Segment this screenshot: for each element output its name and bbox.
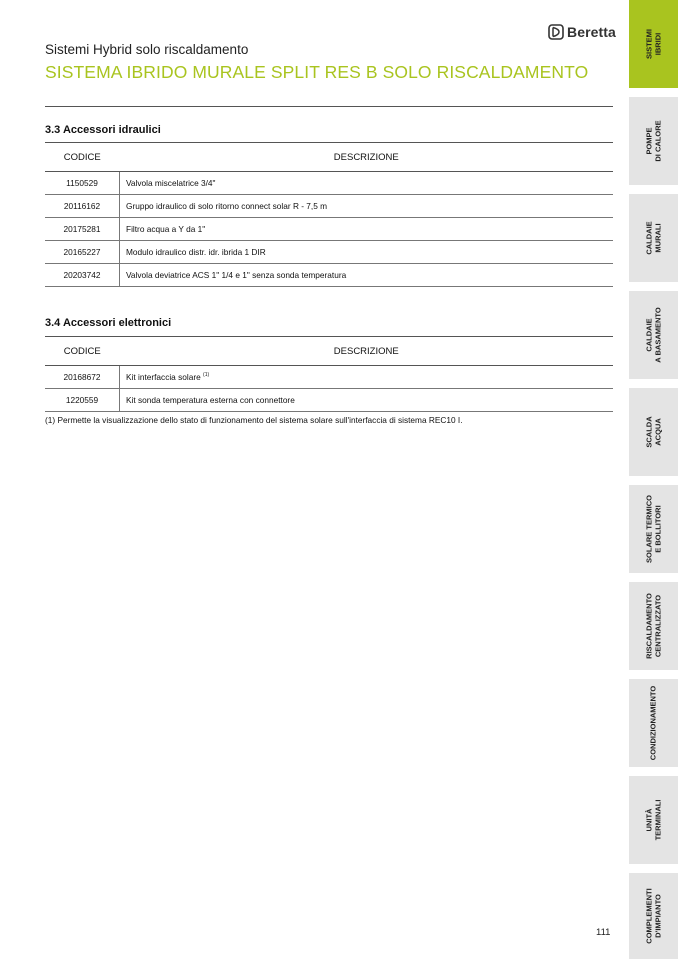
cell-code: 20203742 [45,264,120,287]
table-row [45,172,613,195]
cell-code: 1150529 [45,172,120,195]
tab-complementi-impianto[interactable] [629,873,678,959]
tab-label: SCALDA ACQUA [643,416,662,448]
col-header-description: DESCRIZIONE [120,337,614,366]
footnote: (1) Permette la visualizzazione dello stato di funzionamento del sistema solare sull'interfaccia di sistema REC10 I. [45,415,463,425]
cell-description [120,366,614,389]
table-header-row [45,143,613,172]
tab-scalda-acqua[interactable] [629,388,678,476]
brand-name: Beretta [567,24,616,40]
tab-label: CONDIZIONAMENTO [648,685,658,761]
tab-sistemi-ibridi[interactable] [629,0,678,88]
description-text: Kit interfaccia solare [126,372,201,382]
tab-label: SISTEMI IBRIDI [643,28,662,60]
cell-code: 1220559 [45,389,120,412]
tab-label: RISCALDAMENTO CENTRALIZZATO [643,593,662,659]
beretta-emblem-icon [548,24,564,40]
category-sidebar [629,0,678,959]
col-header-description: DESCRIZIONE [120,143,614,172]
table-accessori-idraulici [45,142,613,287]
page-subtitle: Sistemi Hybrid solo riscaldamento [45,42,249,57]
cell-description: Filtro acqua a Y da 1" [120,218,614,241]
tab-caldaie-murali[interactable] [629,194,678,282]
table-row [45,264,613,287]
cell-description: Modulo idraulico distr. idr. ibrida 1 DIR [120,241,614,264]
cell-code: 20165227 [45,241,120,264]
table-header-row [45,337,613,366]
section-heading: 3.3 Accessori idraulici [45,124,161,136]
cell-code: 20116162 [45,195,120,218]
tab-riscaldamento-centralizzato[interactable] [629,582,678,670]
page-number: 111 [596,927,611,938]
table-row [45,195,613,218]
table-row [45,366,613,389]
tab-label: POMPE DI CALORE [643,120,662,162]
table-row [45,218,613,241]
tab-label: UNITÀ TERMINALI [643,799,662,841]
brand-logo [548,24,616,40]
col-header-code: CODICE [45,143,120,172]
cell-description: Valvola deviatrice ACS 1" 1/4 e 1" senza sonda temperatura [120,264,614,287]
cell-description: Gruppo idraulico di solo ritorno connect solar R - 7,5 m [120,195,614,218]
section-accessori-idraulici [45,124,613,287]
table-accessori-elettronici [45,336,613,412]
table-row [45,241,613,264]
section-accessori-elettronici [45,317,613,412]
tab-label: SOLARE TERMICO E BOLLITORI [643,495,662,563]
tab-label: COMPLEMENTI D'IMPIANTO [643,888,662,944]
tab-unita-terminali[interactable] [629,776,678,864]
tab-pompe-di-calore[interactable] [629,97,678,185]
footnote-ref: (1) [203,372,210,379]
cell-code: 20168672 [45,366,120,389]
tab-label: CALDAIE MURALI [643,221,662,255]
tab-solare-termico[interactable] [629,485,678,573]
cell-description: Kit sonda temperatura esterna con connettore [120,389,614,412]
cell-code: 20175281 [45,218,120,241]
header-divider [45,106,613,107]
cell-description: Valvola miscelatrice 3/4" [120,172,614,195]
tab-label: CALDAIE A BASAMENTO [643,307,662,363]
page-title: SISTEMA IBRIDO MURALE SPLIT RES B SOLO RISCALDAMENTO [45,62,589,82]
col-header-code: CODICE [45,337,120,366]
section-heading: 3.4 Accessori elettronici [45,317,172,329]
table-row [45,389,613,412]
tab-condizionamento[interactable] [629,679,678,767]
tab-caldaie-a-basamento[interactable] [629,291,678,379]
